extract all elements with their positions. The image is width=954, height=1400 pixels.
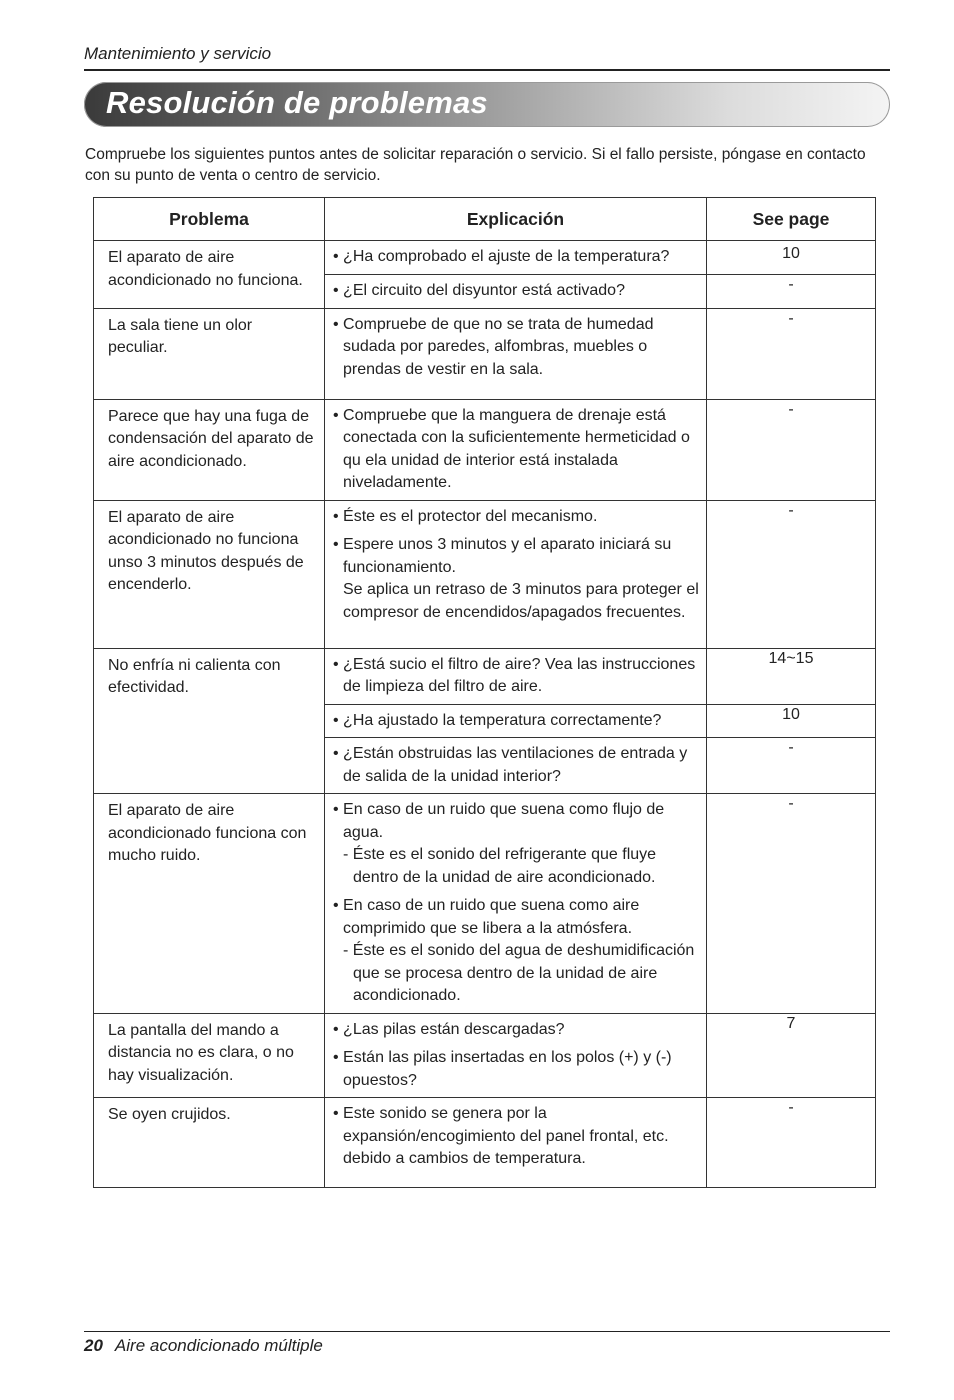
column-header-explanation: Explicación — [325, 198, 707, 241]
page-ref: 14~15 — [707, 648, 876, 704]
explanation-text: • ¿Está sucio el filtro de aire? Vea las instrucciones de limpieza del filtro de aire. — [333, 655, 696, 695]
table-row — [94, 794, 876, 1014]
problem-cell: La sala tiene un olor peculiar. — [94, 308, 325, 399]
explanation-text: • ¿Están obstruidas las ventilaciones de entrada y de salida de la unidad interior? — [333, 745, 688, 785]
troubleshooting-table — [93, 197, 876, 1188]
page-ref: - — [707, 308, 876, 399]
page-ref: 7 — [707, 1013, 876, 1098]
explanation-bullet: • En caso de un ruido que suena como aire comprimido que se libera a la atmósfera. — [333, 897, 640, 937]
explanation-bullet: • Éste es el protector del mecanismo. — [333, 507, 598, 525]
column-header-page: See page — [707, 198, 876, 241]
column-header-problem: Problema — [94, 198, 325, 241]
explanation-bullet: • Este sonido se genera por la expansión/encogimiento del panel frontal, etc. debido a cambios de temperatura. — [333, 1105, 669, 1167]
page-ref: - — [707, 738, 876, 794]
explanation-cell — [325, 500, 707, 648]
page-ref: - — [707, 399, 876, 500]
explanation-text: • ¿El circuito del disyuntor está activado? — [333, 281, 625, 299]
explanation-cell — [325, 794, 707, 1014]
page-ref: - — [707, 1098, 876, 1188]
problem-cell: La pantalla del mando a distancia no es clara, o no hay visualización. — [94, 1013, 325, 1098]
explanation-note: Se aplica un retraso de 3 minutos para proteger el compresor de encendidos/apagados frecuentes. — [343, 581, 699, 621]
page-footer — [84, 1336, 323, 1356]
footer-divider — [84, 1331, 890, 1332]
explanation-cell — [325, 241, 707, 275]
section-header: Mantenimiento y servicio — [84, 44, 272, 63]
title-banner — [84, 82, 890, 127]
table-row — [94, 500, 876, 648]
explanation-cell — [325, 274, 707, 308]
page-ref: 10 — [707, 704, 876, 738]
page-ref: - — [707, 274, 876, 308]
explanation-text: • ¿Ha ajustado la temperatura correctamente? — [333, 711, 662, 729]
explanation-bullet: • Están las pilas insertadas en los polos (+) y (-) opuestos? — [333, 1049, 672, 1089]
table-row — [94, 1098, 876, 1188]
explanation-bullet: • En caso de un ruido que suena como flujo de agua. — [333, 801, 665, 841]
problem-cell: Parece que hay una fuga de condensación del aparato de aire acondicionado. — [94, 399, 325, 500]
explanation-cell — [325, 738, 707, 794]
explanation-cell — [325, 399, 707, 500]
problem-cell: El aparato de aire acondicionado no funciona unso 3 minutos después de encenderlo. — [94, 500, 325, 648]
footer-title: Aire acondicionado múltiple — [114, 1336, 323, 1355]
explanation-cell — [325, 704, 707, 738]
table-row — [94, 648, 876, 704]
page-number: 20 — [84, 1336, 103, 1355]
page-ref: 10 — [707, 241, 876, 275]
table-row — [94, 399, 876, 500]
problem-cell: El aparato de aire acondicionado funciona con mucho ruido. — [94, 794, 325, 1014]
explanation-text: • Compruebe de que no se trata de humedad sudada por paredes, alfombras, muebles o prendas de vestir en la sala. — [333, 315, 654, 378]
problem-cell: El aparato de aire acondicionado no funciona. — [94, 241, 325, 309]
page-ref: - — [707, 500, 876, 648]
table-row — [94, 308, 876, 399]
explanation-detail: - Éste es el sonido del agua de deshumidificación que se procesa dentro de la unidad de aire acondicionado. — [343, 942, 695, 1004]
header-divider — [84, 69, 890, 71]
explanation-bullet: • ¿Las pilas están descargadas? — [333, 1020, 565, 1038]
table-row — [94, 1013, 876, 1098]
explanation-detail: - Éste es el sonido del refrigerante que fluye dentro de la unidad de aire acondicionado. — [343, 846, 657, 886]
problem-cell: No enfría ni calienta con efectividad. — [94, 648, 325, 794]
problem-cell: Se oyen crujidos. — [94, 1098, 325, 1188]
explanation-text: • ¿Ha comprobado el ajuste de la temperatura? — [333, 248, 670, 265]
explanation-cell — [325, 648, 707, 704]
page-ref: - — [707, 794, 876, 1014]
explanation-text: • Compruebe que la manguera de drenaje está conectada con la suficientemente hermeticidad o qu ela unidad de interior está instalada niveladamente. — [333, 406, 690, 491]
intro-paragraph: Compruebe los siguientes puntos antes de solicitar reparación o servicio. Si el fallo persiste, póngase en contacto con su punto de venta o centro de servicio. — [85, 146, 866, 184]
explanation-bullet: • Espere unos 3 minutos y el aparato iniciará su funcionamiento. — [333, 536, 672, 576]
explanation-cell — [325, 1098, 707, 1188]
table-row — [94, 241, 876, 275]
table-header-row — [94, 198, 876, 241]
explanation-cell — [325, 308, 707, 399]
explanation-cell — [325, 1013, 707, 1098]
page-title: Resolución de problemas — [106, 85, 488, 120]
